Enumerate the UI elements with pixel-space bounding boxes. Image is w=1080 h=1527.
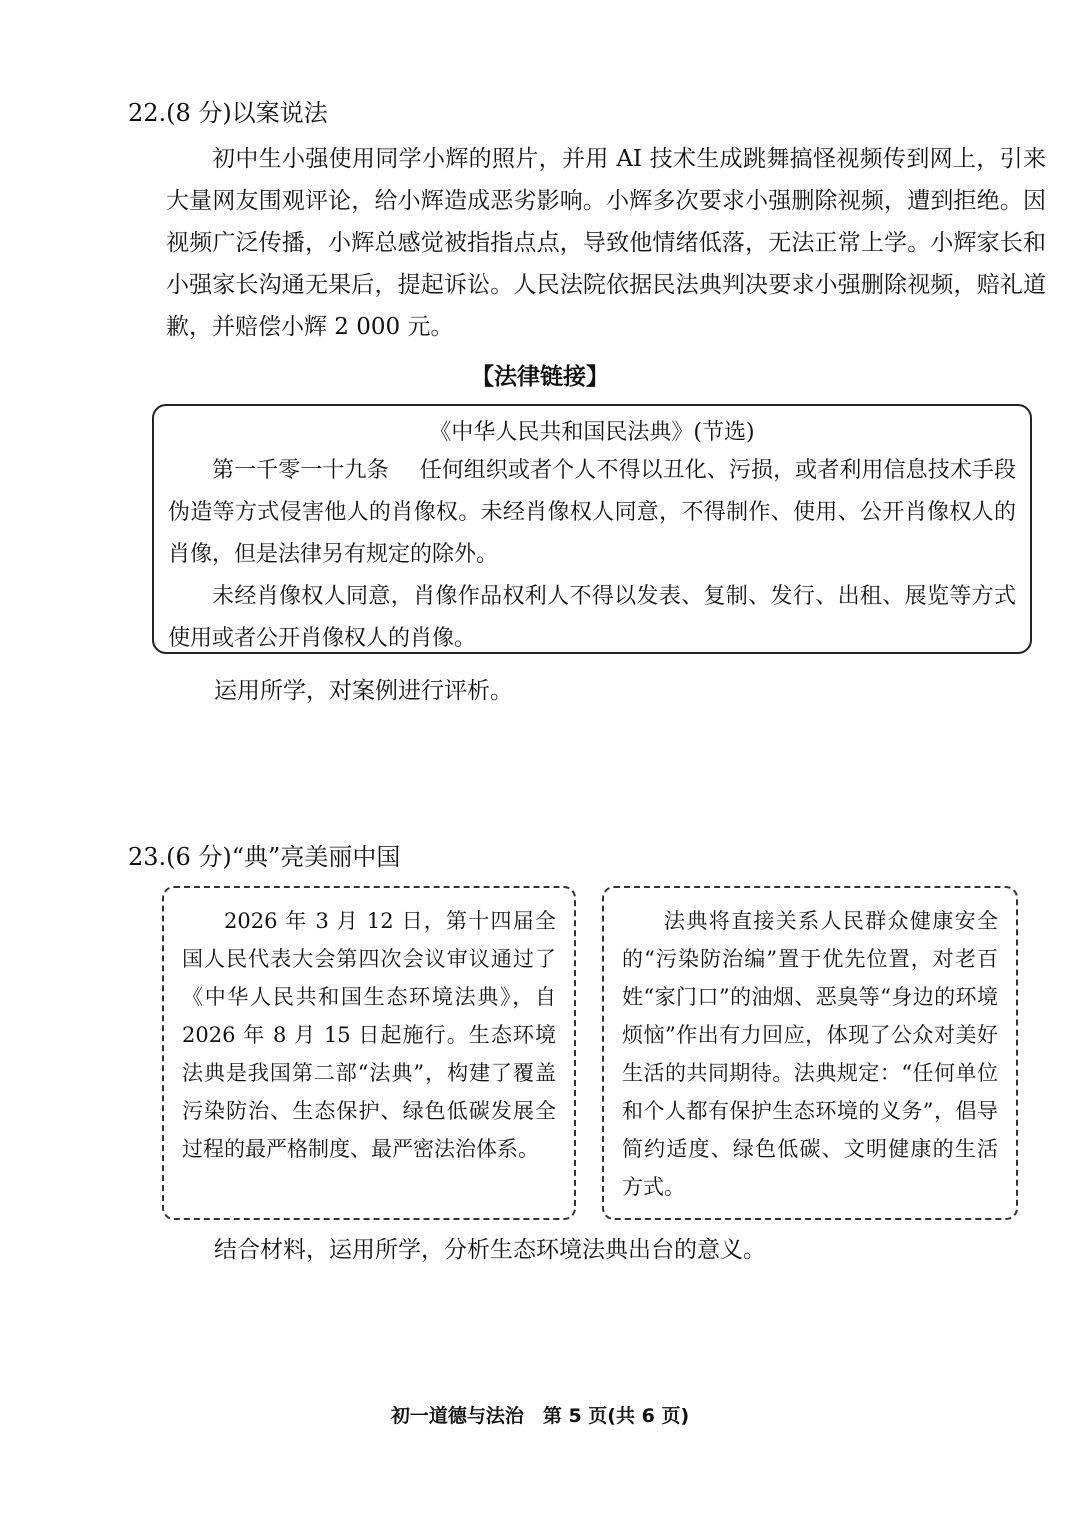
law-article-paragraph-1 — [168, 450, 1016, 576]
law-article-paragraph-2: 未经肖像权人同意，肖像作品权利人不得以发表、复制、发行、出租、展览等方式使用或者公开肖像权人的肖像。 — [168, 584, 1016, 651]
question-22-title: 22.(8 分)以案说法 — [128, 99, 328, 127]
question-23-task: 结合材料，运用所学，分析生态环境法典出台的意义。 — [214, 1237, 766, 1263]
material-box-right — [602, 886, 1018, 1220]
law-article-number: 第一千零一十九条 — [212, 458, 389, 483]
page-footer: 初一道德与法治 第 5 页(共 6 页) — [390, 1405, 690, 1427]
material-box-left — [162, 886, 576, 1220]
law-article-text-1: 任何组织或者个人不得以丑化、污损，或者利用信息技术手段伪造等方式侵害他人的肖像权。未经肖像权人同意，不得制作、使用、公开肖像权人的肖像，但是法律另有规定的除外。 — [168, 458, 1016, 567]
material-left-text: 2026 年 3 月 12 日，第十四届全国人民代表大会第四次会议审议通过了《中华人民共和国生态环境法典》，自 2026 年 8 月 15 日起施行。生态环境法典是我国第二部“法典”，构建了覆盖污染防治、生态保护、绿色低碳发展全过程的最严格制度、最严密法治体系。 — [182, 909, 556, 1161]
case-description: 初中生小强使用同学小辉的照片，并用 AI 技术生成跳舞搞怪视频传到网上，引来大量网友围观评论，给小辉造成恶劣影响。小辉多次要求小强删除视频，遭到拒绝。因视频广泛传播，小辉总感觉被指指点点，导致他情绪低落，无法正常上学。小辉家长和小强家长沟通无果后，提起诉讼。人民法院依据民法典判决要求小强删除视频，赔礼道歉，并赔偿小辉 2 000 元。 — [166, 146, 1046, 340]
material-right-text: 法典将直接关系人民群众健康安全的“污染防治编”置于优先位置，对老百姓“家门口”的油烟、恶臭等“身边的环境烦恼”作出有力回应，体现了公众对美好生活的共同期待。法典规定：“任何单位和个人都有保护生态环境的义务”，倡导简约适度、绿色低碳、文明健康的生活方式。 — [622, 909, 998, 1199]
question-22-task: 运用所学，对案例进行评析。 — [214, 678, 513, 704]
law-link-heading: 【法律链接】 — [471, 364, 609, 390]
law-excerpt-title: 《中华人民共和国民法典》(节选) — [429, 420, 755, 445]
law-excerpt-box — [152, 404, 1032, 654]
question-23-title: 23.(6 分)“典”亮美丽中国 — [128, 843, 401, 871]
